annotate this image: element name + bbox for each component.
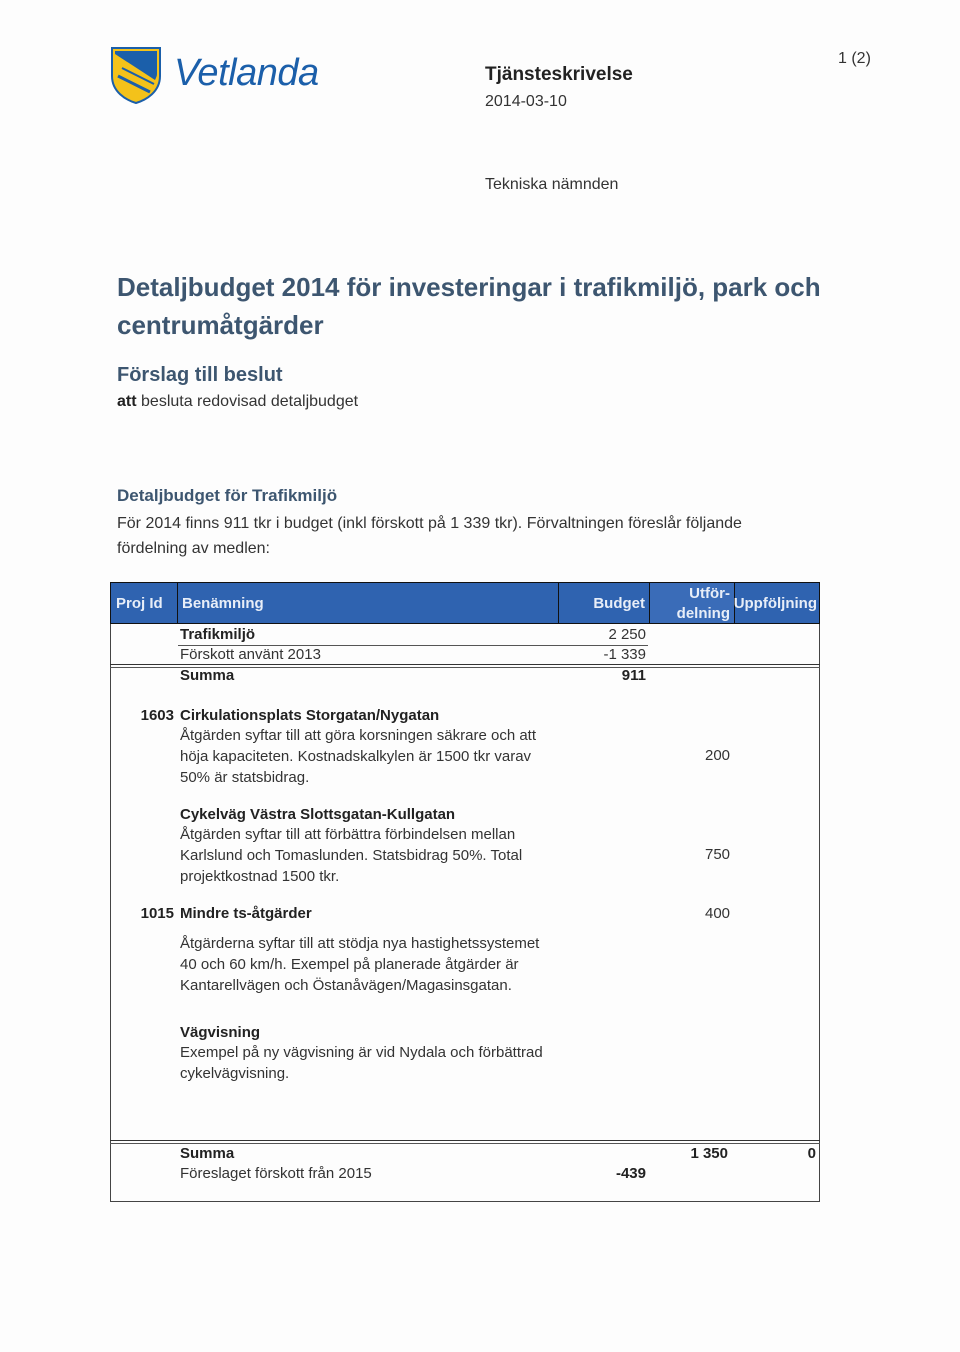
row-summa-budget: 911 [621, 667, 646, 684]
project-name: Cirkulationsplats Storgatan/Nygatan [180, 707, 440, 724]
footer-summa-label: Summa [180, 1145, 235, 1162]
header-proj-id [110, 582, 178, 624]
proposal-heading: Förslag till beslut [117, 364, 283, 386]
header-utfordelning [649, 582, 735, 624]
project-amount: 400 [705, 905, 731, 922]
footer-divider [110, 1143, 820, 1144]
header-budget-label: Budget [593, 595, 645, 612]
document-title: Detaljbudget 2014 för investeringar i trafikmiljö, park och centrumåtgärder [117, 272, 821, 340]
project-name: Mindre ts-åtgärder [180, 905, 312, 922]
project-amount: 750 [705, 846, 731, 863]
row-trafikmiljo-name: Trafikmiljö [180, 626, 256, 643]
row-trafikmiljo-budget: 2 250 [608, 626, 646, 643]
header-followup-label: Uppföljning [733, 595, 817, 612]
section-heading: Detaljbudget för Trafikmiljö [117, 486, 338, 505]
project-description: Exempel på ny vägvisning är vid Nydala och förbättrad cykelvägvisning. [180, 1044, 543, 1082]
section-intro: För 2014 finns 911 tkr i budget (inkl förskott på 1 339 tkr). Förvaltningen föreslår följande fördelning av medlen: [117, 515, 742, 557]
footer-forskott-budget: -439 [615, 1165, 646, 1182]
project-id: 1603 [140, 707, 174, 724]
vetlanda-logo [110, 46, 350, 106]
proposal-att: att [117, 393, 137, 410]
row-forskott-budget: -1 339 [603, 646, 646, 663]
header-budget [558, 582, 650, 624]
project-description: Åtgärderna syftar till att stödja nya hastighetssystemet 40 och 60 km/h. Exempel på planerade åtgärder är Kantarellvägen och Östanåvägen/Magasinsgatan. [180, 935, 540, 994]
proposal-text [117, 393, 358, 411]
header-name-label: Benämning [182, 595, 264, 612]
header-utford-line1: Utför- [689, 585, 730, 602]
footer-summa-amount: 1 350 [690, 1145, 728, 1162]
header-followup [734, 582, 820, 624]
row-forskott-name: Förskott använt 2013 [180, 646, 321, 663]
header-name [177, 582, 559, 624]
row-divider [110, 664, 820, 665]
footer-forskott-label: Föreslaget förskott från 2015 [180, 1165, 372, 1182]
header-utford-line2: delning [676, 605, 730, 622]
project-id: 1015 [140, 905, 174, 922]
project-description: Åtgärden syftar till att förbättra förbindelsen mellan Karlslund och Tomaslunden. Statsbidrag 50%. Total projektkostnad 1500 tkr. [180, 826, 523, 885]
header-proj-id-label: Proj Id [116, 595, 163, 612]
project-name: Vägvisning [180, 1024, 261, 1041]
document-type: Tjänsteskrivelse [485, 64, 633, 85]
logo-text: Vetlanda [174, 52, 319, 94]
project-name: Cykelväg Västra Slottsgatan-Kullgatan [180, 806, 456, 823]
row-summa-name: Summa [180, 667, 235, 684]
project-description: Åtgärden syftar till att göra korsningen säkrare och att höja kapaciteten. Kostnadskalkylen är 1500 tkr varav 50% är statsbidrag. [180, 727, 537, 786]
document-date: 2014-03-10 [485, 93, 567, 110]
project-amount: 200 [705, 747, 731, 764]
page-number: 1 (2) [838, 50, 871, 67]
footer-summa-followup: 0 [807, 1145, 816, 1162]
recipient: Tekniska nämnden [485, 176, 619, 193]
proposal-body: besluta redovisad detaljbudget [141, 393, 359, 410]
footer-divider [110, 1140, 820, 1141]
coat-of-arms-icon [110, 46, 162, 104]
